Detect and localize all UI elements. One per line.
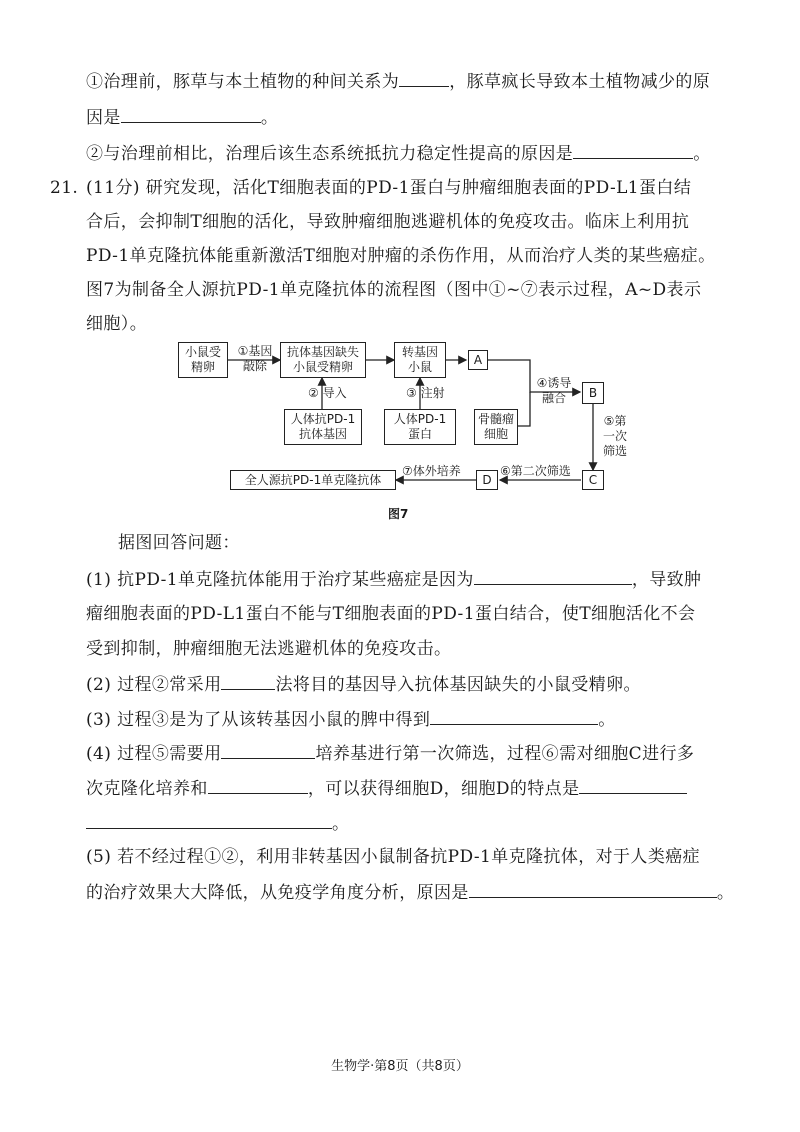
q21-line-3: PD-1单克隆抗体能重新激活T细胞对肿瘤的杀伤作用，从而治疗人类的某些癌症。 — [86, 246, 716, 266]
box-cell-C: C — [582, 470, 604, 490]
box-human-antibody-gene: 人体抗PD-1 抗体基因 — [284, 409, 362, 445]
answer-blank-stability[interactable] — [573, 142, 693, 159]
arrow-myeloma-to-B — [518, 392, 530, 426]
answer-blank-5[interactable] — [469, 881, 717, 898]
label-step-4: ④诱导 融合 — [536, 376, 572, 405]
q20-line-2: 因是 。 — [86, 108, 279, 128]
sub-question-1-line-1: (1) 抗PD-1单克隆抗体能用于治疗某些癌症是因为 ，导致肿 — [86, 570, 702, 590]
q21-line-2: 合后，会抑制T细胞的活化，导致肿瘤细胞逃避机体的免疫攻击。临床上利用抗 — [86, 212, 690, 232]
sub-question-3: (3) 过程③是为了从该转基因小鼠的脾中得到 。 — [86, 710, 616, 730]
figure-title: 图7 — [388, 507, 409, 521]
box-mouse-egg: 小鼠受 精卵 — [178, 342, 228, 378]
box-myeloma-cell: 骨髓瘤 细胞 — [474, 409, 518, 445]
q21-line-1: 21. (11分) 研究发现，活化T细胞表面的PD-1蛋白与肿瘤细胞表面的PD-L1蛋白结 — [50, 178, 692, 198]
label-step-3: ③ 注射 — [406, 386, 445, 400]
question-number: 21. — [50, 178, 79, 198]
label-step-5: ⑤第 一次 筛选 — [602, 414, 627, 458]
answer-blank-2[interactable] — [221, 673, 275, 690]
sub-question-1-line-3: 受到抑制，肿瘤细胞无法逃避机体的免疫攻击。 — [86, 639, 452, 659]
answer-blank-4c[interactable] — [579, 777, 687, 794]
answer-blank-1[interactable] — [474, 568, 632, 585]
answer-blank-reason[interactable] — [121, 106, 261, 123]
answer-blank-4d[interactable] — [86, 812, 332, 829]
box-human-pd1-antibody: 全人源抗PD-1单克隆抗体 — [230, 470, 396, 490]
box-human-pd1-protein: 人体PD-1 蛋白 — [384, 409, 456, 445]
sub-question-1-line-2: 瘤细胞表面的PD-L1蛋白不能与T细胞表面的PD-1蛋白结合，使T细胞活化不会 — [86, 604, 696, 624]
box-cell-A: A — [468, 350, 488, 370]
label-step-6: ⑥第二次筛选 — [500, 464, 571, 478]
box-cell-B: B — [582, 382, 604, 404]
label-step-2: ② 导入 — [308, 386, 347, 400]
answer-blank-4a[interactable] — [221, 742, 315, 759]
answer-blank-4b[interactable] — [208, 777, 308, 794]
q20-line-3: ②与治理前相比，治理后该生态系统抵抗力稳定性提高的原因是 。 — [86, 144, 711, 164]
sub-question-4-line-3: 。 — [86, 812, 746, 835]
page-footer: 生物学·第8页（共8页） — [331, 1059, 469, 1074]
answer-intro: 据图回答问题： — [118, 533, 240, 553]
sub-question-4-line-1: (4) 过程⑤需要用 培养基进行第一次筛选，过程⑥需对细胞C进行多 — [86, 744, 695, 764]
sub-question-5-line-1: (5) 若不经过程①②，利用非转基因小鼠制备抗PD-1单克隆抗体，对于人类癌症 — [86, 847, 701, 867]
label-step-7: ⑦体外培养 — [402, 464, 461, 478]
box-cell-D: D — [476, 470, 498, 490]
answer-blank-3[interactable] — [430, 708, 598, 725]
q21-line-4: 图7为制备全人源抗PD-1单克隆抗体的流程图（图中①~⑦表示过程，A~D表示 — [86, 280, 702, 300]
answer-blank-relationship[interactable] — [399, 70, 449, 87]
label-step-1: ①基因 敲除 — [237, 344, 273, 373]
box-antibody-deficient-egg: 抗体基因缺失 小鼠受精卵 — [280, 342, 366, 378]
q21-line-5: 细胞）。 — [86, 314, 148, 334]
sub-question-2: (2) 过程②常采用 法将目的基因导入抗体基因缺失的小鼠受精卵。 — [86, 675, 641, 695]
sub-question-5-line-2: 的治疗效果大大降低，从免疫学角度分析，原因是 。 — [86, 883, 735, 903]
q20-line-1: ①治理前，豚草与本土植物的种间关系为 ，豚草疯长导致本土植物减少的原 — [86, 72, 711, 92]
box-transgenic-mouse: 转基因 小鼠 — [394, 342, 446, 378]
flowchart-figure-7 — [170, 336, 630, 511]
sub-question-4-line-2: 次克隆化培养和 ，可以获得细胞D，细胞D的特点是 — [86, 777, 746, 800]
